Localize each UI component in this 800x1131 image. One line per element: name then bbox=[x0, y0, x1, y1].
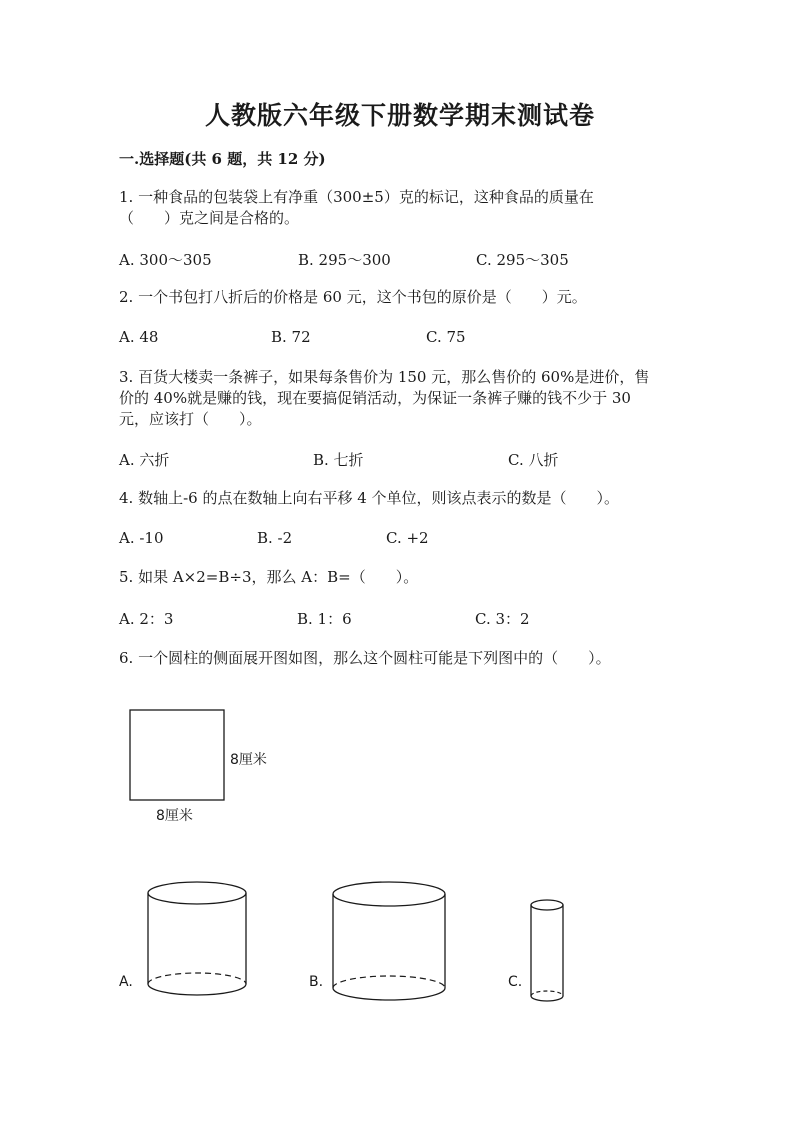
cylinder-c bbox=[531, 900, 563, 1001]
cylinder-a bbox=[148, 882, 246, 995]
unfolded-square bbox=[130, 710, 224, 800]
question-3-line-2: 价的 40%就是赚的钱，现在要搞促销活动，为保证一条裤子赚的钱不少于 30 bbox=[119, 389, 631, 407]
question-3-line-3: 元，应该打（ ）。 bbox=[119, 410, 262, 428]
question-5-option-a: A. 2：3 bbox=[119, 610, 174, 628]
cylinder-b-top bbox=[333, 882, 445, 906]
question-2-option-a: A. 48 bbox=[119, 328, 159, 346]
question-1-line-2: （ ）克之间是合格的。 bbox=[119, 209, 300, 227]
page-title: 人教版六年级下册数学期末测试卷 bbox=[204, 101, 595, 130]
question-3-line-1: 3. 百货大楼卖一条裤子，如果每条售价为 150 元，那么售价的 60%是进价，售 bbox=[119, 368, 650, 386]
question-4-option-b: B. -2 bbox=[257, 529, 293, 547]
question-5-option-c: C. 3：2 bbox=[475, 610, 530, 628]
square-bottom-label: 8厘米 bbox=[156, 808, 193, 824]
section-heading: 一.选择题(共 6 题，共 12 分) bbox=[119, 150, 326, 168]
question-2-line-1: 2. 一个书包打八折后的价格是 60 元，这个书包的原价是（ ）元。 bbox=[119, 288, 587, 306]
question-4-option-c: C. +2 bbox=[386, 529, 429, 547]
question-3-option-c: C. 八折 bbox=[508, 451, 559, 469]
cylinder-a-top bbox=[148, 882, 246, 904]
question-2-option-b: B. 72 bbox=[271, 328, 311, 346]
cylinder-b-bottom-back bbox=[333, 976, 445, 988]
cylinder-c-bottom-back bbox=[531, 991, 563, 996]
question-6-line-1: 6. 一个圆柱的侧面展开图如图，那么这个圆柱可能是下列图中的（ ）。 bbox=[119, 649, 611, 667]
cylinder-b-label: B. bbox=[309, 974, 324, 990]
question-1-option-b: B. 295～300 bbox=[298, 251, 391, 269]
cylinder-a-label: A. bbox=[119, 974, 133, 990]
cylinder-b bbox=[333, 882, 445, 1000]
question-4-option-a: A. -10 bbox=[119, 529, 164, 547]
cylinder-a-bottom-back bbox=[148, 973, 246, 984]
question-5-option-b: B. 1：6 bbox=[297, 610, 352, 628]
question-4-line-1: 4. 数轴上-6 的点在数轴上向右平移 4 个单位，则该点表示的数是（ ）。 bbox=[119, 489, 620, 507]
question-1-option-a: A. 300～305 bbox=[119, 251, 212, 269]
question-1-option-c: C. 295～305 bbox=[476, 251, 569, 269]
question-5-line-1: 5. 如果 A×2=B÷3，那么 A：B=（ ）。 bbox=[119, 568, 419, 586]
cylinder-a-bottom-front bbox=[148, 984, 246, 995]
square-side-label: 8厘米 bbox=[230, 752, 267, 768]
cylinder-b-bottom-front bbox=[333, 988, 445, 1000]
cylinder-c-label: C. bbox=[508, 974, 523, 990]
cylinder-c-bottom-front bbox=[531, 996, 563, 1001]
question-3-option-b: B. 七折 bbox=[313, 451, 364, 469]
question-2-option-c: C. 75 bbox=[426, 328, 466, 346]
question-1-line-1: 1. 一种食品的包装袋上有净重（300±5）克的标记，这种食品的质量在 bbox=[119, 188, 594, 206]
cylinder-c-top bbox=[531, 900, 563, 910]
question-3-option-a: A. 六折 bbox=[119, 451, 170, 469]
